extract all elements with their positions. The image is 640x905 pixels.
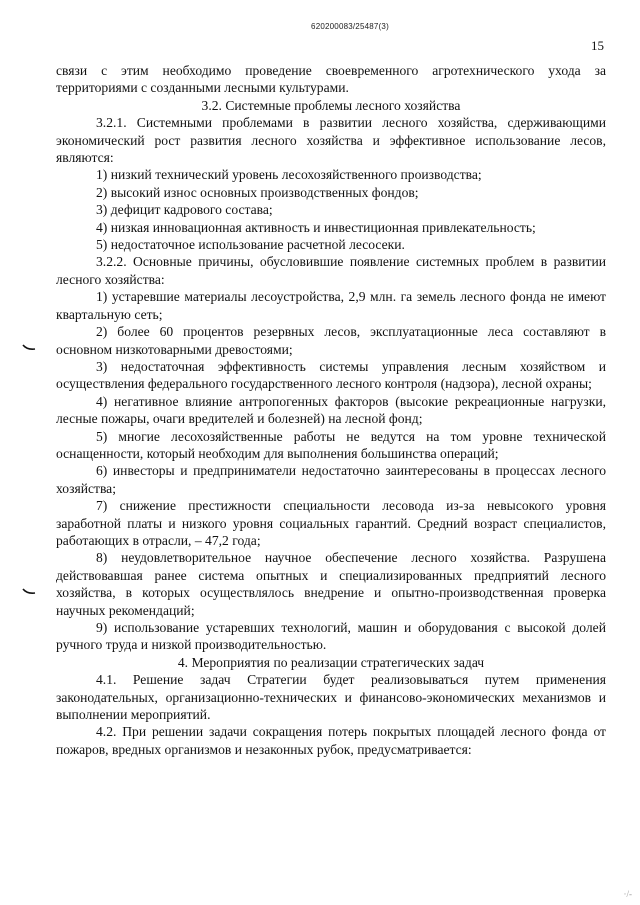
list-item: 4) низкая инновационная активность и инвестиционная привлекательность; xyxy=(96,219,536,235)
section-title-4: 4. Мероприятия по реализации стратегических задач xyxy=(177,654,485,670)
list-item: 5) многие лесохозяйственные работы не ведутся на том уровне технической оснащенности, который необходим для выполнения большинства операций; xyxy=(56,428,606,461)
section-title-3-2: 3.2. Системные проблемы лесного хозяйства xyxy=(201,97,461,113)
document-id: 620200083/25487(3) xyxy=(311,22,389,31)
intro-paragraph: связи с этим необходимо проведение своевременного агротехнического ухода за территориями с созданными лесными культурами. xyxy=(56,63,606,96)
paragraph-3-2-1: 3.2.1. Системными проблемами в развитии лесного хозяйства, сдерживающими экономический рост развития лесного хозяйства и эффективное использование лесов, являются: xyxy=(56,115,606,166)
list-item: 4) негативное влияние антропогенных факторов (высокие рекреационные нагрузки, лесные пожары, очаги вредителей и болезней) на лесной фонд; xyxy=(56,393,606,427)
margin-mark xyxy=(22,344,36,352)
corner-mark: ·/- xyxy=(623,889,632,899)
list-item: 6) инвесторы и предприниматели недостаточно заинтересованы в процессах лесного хозяйства; xyxy=(56,463,606,496)
list-item: 2) высокий износ основных производственных фондов; xyxy=(96,184,419,200)
list-item: 9) использование устаревших технологий, машин и оборудования с высокой долей ручного труда и низкой производительностью. xyxy=(56,620,606,653)
list-item: 2) более 60 процентов резервных лесов, эксплуатационные леса составляют в основном низкотоварными древостоями; xyxy=(56,324,606,357)
document-body xyxy=(56,62,606,758)
page-number: 15 xyxy=(591,38,604,53)
list-item: 8) неудовлетворительное научное обеспечение лесного хозяйства. Разрушена действовавшая ранее система опытных и специализированных предприятий лесного хозяйства, в которых осуществлялось внедрение и опытно-производственная проверка научных рекомендаций; xyxy=(56,550,606,618)
list-item: 3) дефицит кадрового состава; xyxy=(96,202,273,218)
list-item: 7) снижение престижности специальности лесовода из-за невысокого уровня заработной платы и низкого уровня социальных гарантий. Средний возраст специалистов, работающих в отрасли, – 47,2 года; xyxy=(56,498,606,548)
paragraph-3-2-2: 3.2.2. Основные причины, обусловившие появление системных проблем в развитии лесного хозяйства: xyxy=(56,254,606,287)
list-item: 1) устаревшие материалы лесоустройства, 2,9 млн. га земель лесного фонда не имеют квартальную сеть; xyxy=(56,289,606,322)
margin-mark xyxy=(22,588,36,596)
paragraph-4-1: 4.1. Решение задач Стратегии будет реализовываться путем применения законодательных, организационно-технических и финансово-экономических механизмов и выполнении мероприятий. xyxy=(56,672,606,723)
list-item: 3) недостаточная эффективность системы управления лесным хозяйством и осуществления федерального государственного лесного контроля (надзора), лесной охраны; xyxy=(56,358,606,392)
list-item: 5) недостаточное использование расчетной лесосеки. xyxy=(96,237,405,253)
list-item: 1) низкий технический уровень лесохозяйственного производства; xyxy=(96,167,482,183)
paragraph-4-2: 4.2. При решении задачи сокращения потерь покрытых площадей лесного фонда от пожаров, вредных организмов и незаконных рубок, предусматривается: xyxy=(56,724,606,757)
